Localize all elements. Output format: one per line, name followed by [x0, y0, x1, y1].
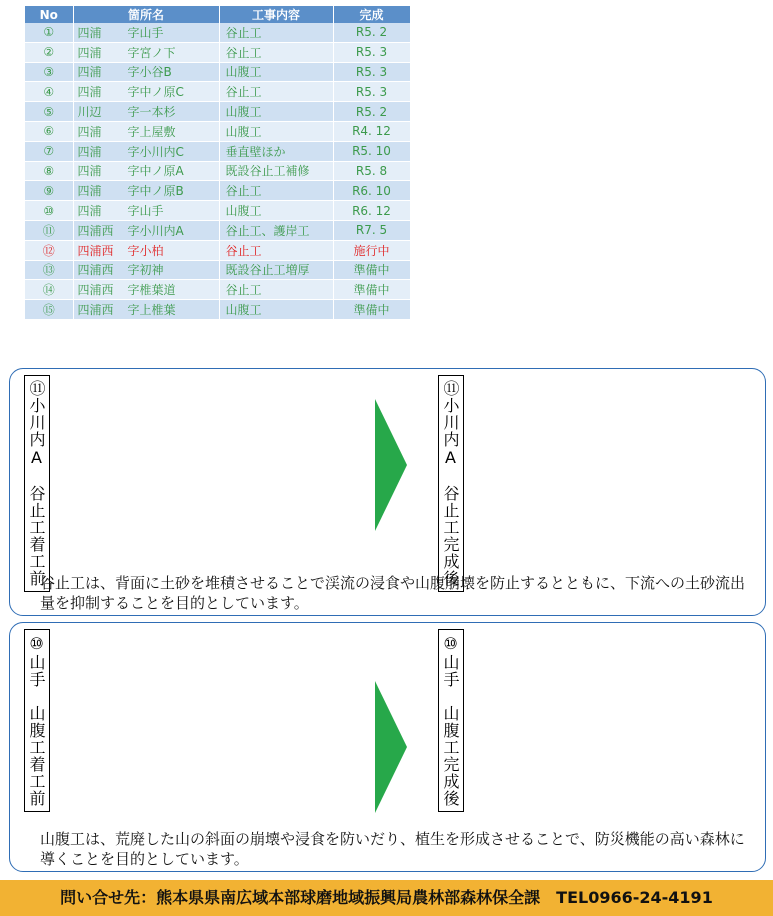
- before-photo-label: ⑪小川内A 谷止工着工前: [24, 375, 50, 592]
- cell-area: 四浦: [77, 184, 102, 199]
- table-row: [25, 181, 410, 201]
- cell-place: [73, 121, 219, 141]
- cell-area: 四浦: [77, 204, 102, 219]
- contact-footer: 問い合せ先：熊本県県南広域本部球磨地域振興局農林部森林保全課 TEL0966-24-4191: [0, 880, 773, 916]
- cell-area: 四浦: [77, 45, 102, 60]
- cell-place: [73, 181, 219, 201]
- cell-locality: 字上屋敷: [127, 124, 176, 139]
- cell-place: [73, 161, 219, 181]
- cell-place: [73, 23, 219, 42]
- cell-locality: 字宮ノ下: [127, 45, 176, 60]
- cell-no: ⑧: [25, 161, 73, 181]
- cell-done: R4. 12: [333, 121, 410, 141]
- cell-no: ⑮: [25, 300, 73, 320]
- cell-locality: 字山手: [127, 25, 164, 40]
- table-row: [25, 121, 410, 141]
- cell-done: R5. 10: [333, 141, 410, 161]
- cell-no: ②: [25, 42, 73, 62]
- cell-area: 川辺: [77, 105, 102, 120]
- cell-done: R5. 3: [333, 82, 410, 102]
- cell-place: [73, 220, 219, 240]
- header-done: 完成: [333, 6, 410, 23]
- table-body: [25, 23, 410, 319]
- cell-place: [73, 82, 219, 102]
- table-row: [25, 201, 410, 221]
- cell-area: 四浦: [77, 25, 102, 40]
- cell-locality: 字上椎葉: [127, 303, 176, 318]
- cell-locality: 字小谷B: [127, 65, 172, 80]
- table-row: [25, 220, 410, 240]
- cell-work: 谷止工: [219, 42, 333, 62]
- cell-done: R6. 12: [333, 201, 410, 221]
- cell-work: 谷止工: [219, 280, 333, 300]
- cell-no: ⑬: [25, 260, 73, 280]
- cell-locality: 字小川内C: [127, 144, 184, 159]
- cell-area: 四浦西: [77, 283, 114, 298]
- cell-place: [73, 141, 219, 161]
- cell-locality: 字初神: [127, 263, 164, 278]
- works-table: [25, 6, 411, 320]
- cell-locality: 字山手: [127, 204, 164, 219]
- cell-place: [73, 260, 219, 280]
- cell-locality: 字中ノ原A: [127, 164, 184, 179]
- header-no: No: [25, 6, 73, 23]
- cell-area: 四浦: [77, 65, 102, 80]
- cell-no: ⑨: [25, 181, 73, 201]
- after-photo-label: ⑩山手 山腹工完成後: [438, 629, 464, 812]
- cell-no: ⑦: [25, 141, 73, 161]
- header-place: 箇所名: [73, 6, 219, 23]
- table-row: [25, 300, 410, 320]
- cell-place: [73, 280, 219, 300]
- cell-done: R5. 2: [333, 102, 410, 122]
- cell-done: 準備中: [333, 300, 410, 320]
- cell-done: R7. 5: [333, 220, 410, 240]
- cell-place: [73, 102, 219, 122]
- cell-locality: 字小川内A: [127, 223, 184, 238]
- cell-locality: 字一本杉: [127, 105, 176, 120]
- cell-no: ⑫: [25, 240, 73, 260]
- table-row: [25, 280, 410, 300]
- cell-area: 四浦西: [77, 243, 114, 258]
- table-row: [25, 141, 410, 161]
- table-row: [25, 42, 410, 62]
- table-row: [25, 23, 410, 42]
- table-row: [25, 82, 410, 102]
- table-row: [25, 161, 410, 181]
- cell-place: [73, 62, 219, 82]
- cell-no: ⑭: [25, 280, 73, 300]
- table-row: [25, 62, 410, 82]
- cell-done: 施行中: [333, 240, 410, 260]
- cell-locality: 字小柏: [127, 243, 164, 258]
- description-text: 山腹工は、荒廃した山の斜面の崩壊や浸食を防いだり、植生を形成させることで、防災機能の高い森林に導くことを目的としています。: [40, 830, 745, 868]
- cell-no: ③: [25, 62, 73, 82]
- table-header-row: [25, 6, 410, 23]
- comparison-panel-valley-dam: [9, 368, 766, 616]
- cell-work: 山腹工: [219, 201, 333, 221]
- cell-done: R6. 10: [333, 181, 410, 201]
- cell-work: 谷止工、護岸工: [219, 220, 333, 240]
- cell-work: 山腹工: [219, 62, 333, 82]
- cell-work: 谷止工: [219, 23, 333, 42]
- cell-no: ④: [25, 82, 73, 102]
- cell-area: 四浦西: [77, 223, 114, 238]
- cell-area: 四浦西: [77, 263, 114, 278]
- cell-work: 既設谷止工補修: [219, 161, 333, 181]
- cell-work: 垂直壁ほか: [219, 141, 333, 161]
- cell-done: R5. 3: [333, 42, 410, 62]
- cell-locality: 字椎葉道: [127, 283, 176, 298]
- cell-area: 四浦: [77, 85, 102, 100]
- table-row: [25, 102, 410, 122]
- cell-done: R5. 2: [333, 23, 410, 42]
- cell-no: ⑪: [25, 220, 73, 240]
- cell-done: R5. 3: [333, 62, 410, 82]
- after-photo-label: ⑪小川内A 谷止工完成後: [438, 375, 464, 592]
- cell-work: 山腹工: [219, 102, 333, 122]
- cell-place: [73, 300, 219, 320]
- cell-work: 山腹工: [219, 121, 333, 141]
- before-photo-label: ⑩山手 山腹工着工前: [24, 629, 50, 812]
- table-row: [25, 260, 410, 280]
- comparison-panel-hillside: [9, 622, 766, 872]
- cell-locality: 字中ノ原C: [127, 85, 184, 100]
- cell-done: R5. 8: [333, 161, 410, 181]
- cell-no: ①: [25, 23, 73, 42]
- table-row: [25, 240, 410, 260]
- cell-area: 四浦: [77, 144, 102, 159]
- cell-place: [73, 240, 219, 260]
- arrow-right-icon: [375, 681, 407, 813]
- cell-done: 準備中: [333, 260, 410, 280]
- description-text: 谷止工は、背面に土砂を堆積させることで渓流の浸食や山腹崩壊を防止するとともに、下流への土砂流出量を抑制することを目的としています。: [40, 574, 746, 612]
- cell-work: 谷止工: [219, 82, 333, 102]
- arrow-right-icon: [375, 399, 407, 531]
- cell-done: 準備中: [333, 280, 410, 300]
- cell-no: ⑩: [25, 201, 73, 221]
- cell-area: 四浦: [77, 164, 102, 179]
- cell-work: 谷止工: [219, 240, 333, 260]
- cell-place: [73, 201, 219, 221]
- cell-no: ⑥: [25, 121, 73, 141]
- cell-area: 四浦西: [77, 303, 114, 318]
- cell-work: 山腹工: [219, 300, 333, 320]
- cell-area: 四浦: [77, 124, 102, 139]
- cell-no: ⑤: [25, 102, 73, 122]
- cell-locality: 字中ノ原B: [127, 184, 184, 199]
- header-work: 工事内容: [219, 6, 333, 23]
- cell-work: 既設谷止工増厚: [219, 260, 333, 280]
- cell-place: [73, 42, 219, 62]
- cell-work: 谷止工: [219, 181, 333, 201]
